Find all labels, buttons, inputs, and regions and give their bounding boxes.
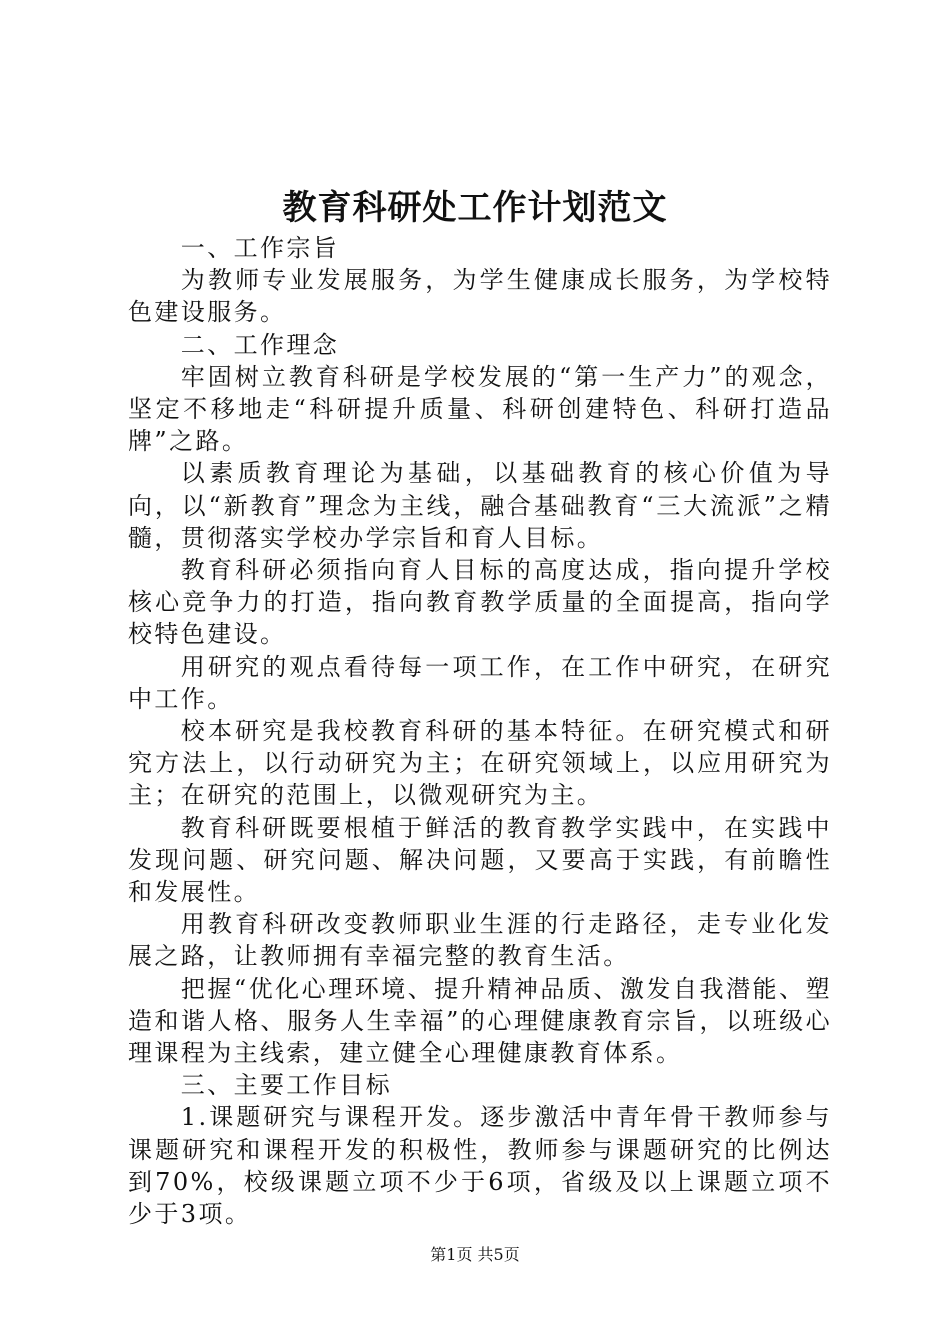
section-heading: 三、主要工作目标	[180, 1071, 392, 1100]
section-heading: 一、工作宗旨	[180, 234, 340, 262]
document-body	[128, 232, 832, 1230]
page-number-footer: 第1页 共5页	[430, 1245, 520, 1264]
paragraph: 以素质教育理论为基础，以基础教育的核心价值为导向，以“新教育”理念为主线，融合基础教育“三大流派”之精髓，贯彻落实学校办学宗旨和育人目标。	[128, 459, 832, 552]
document-title: 教育科研处工作计划范文	[282, 188, 668, 228]
paragraph: 用教育科研改变教师职业生涯的行走路径，走专业化发展之路，让教师拥有幸福完整的教育生活。	[128, 910, 832, 971]
paragraph: 牢固树立教育科研是学校发展的“第一生产力”的观念，坚定不移地走“科研提升质量、科研创建特色、科研打造品牌”之路。	[128, 362, 832, 456]
paragraph: 教育科研既要根植于鲜活的教育教学实践中，在实践中发现问题、研究问题、解决问题，又要高于实践，有前瞻性和发展性。	[128, 813, 832, 907]
section-heading: 二、工作理念	[180, 330, 340, 359]
paragraph: 教育科研必须指向育人目标的高度达成，指向提升学校核心竞争力的打造，指向教育教学质量的全面提高，指向学校特色建设。	[128, 556, 832, 649]
paragraph: 为教师专业发展服务，为学生健康成长服务，为学校特色建设服务。	[128, 266, 832, 327]
paragraph: 1.课题研究与课程开发。逐步激活中青年骨干教师参与课题研究和课程开发的积极性，教师参与课题研究的比例达到70%，校级课题立项不少于6项，省级及以上课题立项不少于3项。	[128, 1103, 832, 1229]
paragraph: 校本研究是我校教育科研的基本特征。在研究模式和研究方法上，以行动研究为主；在研究领域上，以应用研究为主；在研究的范围上，以微观研究为主。	[128, 717, 832, 810]
paragraph: 把握“优化心理环境、提升精神品质、激发自我潜能、塑造和谐人格、服务人生幸福”的心理健康教育宗旨，以班级心理课程为主线索，建立健全心理健康教育体系。	[128, 974, 832, 1068]
paragraph: 用研究的观点看待每一项工作，在工作中研究，在研究中工作。	[128, 652, 832, 713]
